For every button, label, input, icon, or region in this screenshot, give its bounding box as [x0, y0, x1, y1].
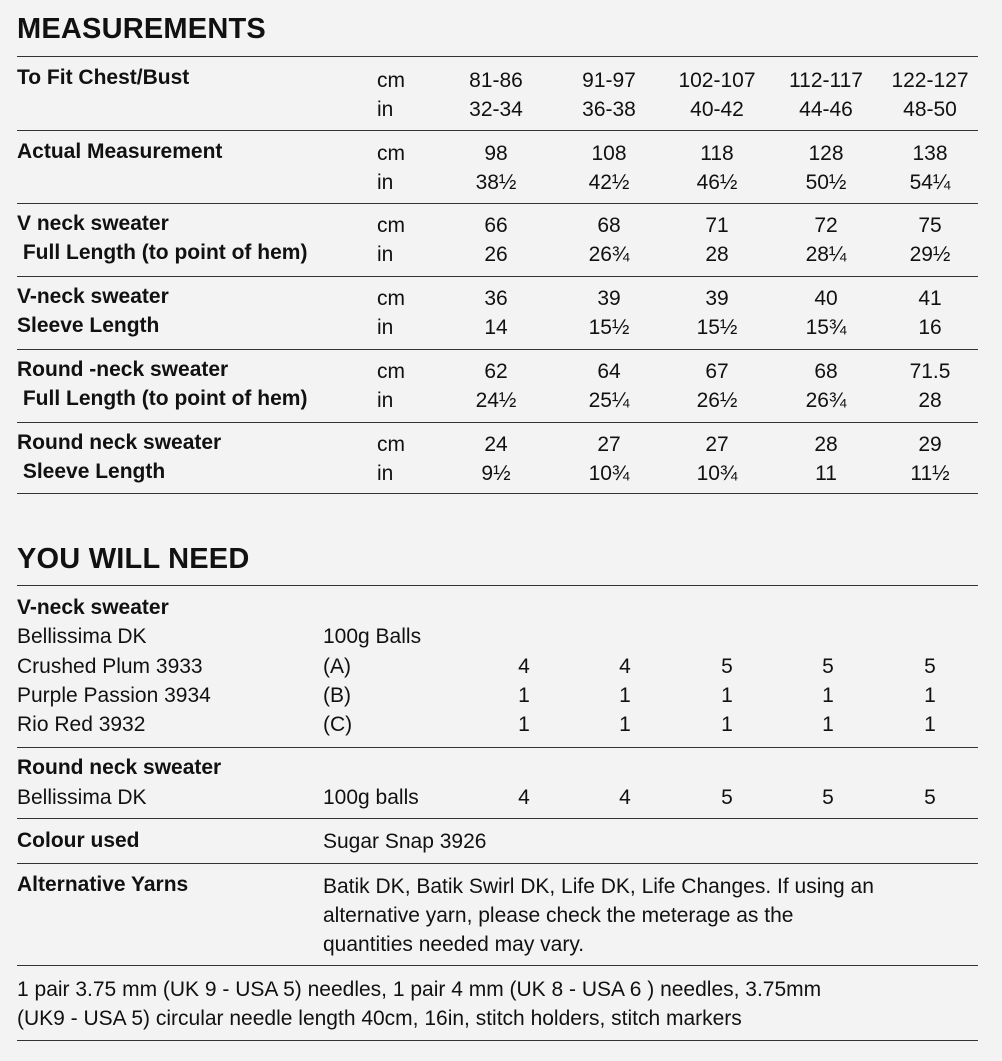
colour-used-value: Sugar Snap 3926	[323, 830, 487, 853]
unit-cm: cm	[377, 360, 405, 383]
row-label: Round -neck sweater	[17, 358, 229, 381]
unit-in: in	[377, 243, 394, 266]
value-cell: 26¾	[805, 389, 847, 412]
alternative-yarns-label: Alternative Yarns	[17, 873, 189, 896]
alternative-yarns-line: alternative yarn, please check the meterage as the	[323, 904, 794, 927]
qty-cell: 4	[518, 786, 530, 809]
value-cell: 44-46	[799, 98, 853, 121]
colour-code: (B)	[323, 684, 351, 707]
value-cell: 64	[597, 360, 621, 383]
value-cell: 36	[484, 287, 508, 310]
divider	[17, 203, 978, 204]
qty-cell: 1	[822, 713, 834, 736]
value-cell: 24	[484, 433, 508, 456]
value-cell: 9½	[481, 462, 511, 485]
value-cell: 68	[814, 360, 838, 383]
yarn-name: Bellissima DK	[17, 625, 147, 648]
qty-cell: 4	[619, 786, 631, 809]
qty-cell: 5	[822, 786, 834, 809]
yarn-unit: 100g Balls	[323, 625, 422, 648]
yarn-unit: 100g balls	[323, 786, 419, 809]
qty-cell: 1	[721, 713, 733, 736]
alternative-yarns-line: Batik DK, Batik Swirl DK, Life DK, Life Changes. If using an	[323, 875, 874, 898]
value-cell: 27	[705, 433, 729, 456]
needles-line: (UK9 - USA 5) circular needle length 40cm, 16in, stitch holders, stitch markers	[17, 1007, 742, 1030]
row-label: Actual Measurement	[17, 140, 223, 163]
value-cell: 122-127	[891, 69, 969, 92]
value-cell: 15½	[588, 316, 630, 339]
unit-in: in	[377, 462, 394, 485]
value-cell: 32-34	[469, 98, 523, 121]
value-cell: 26½	[696, 389, 738, 412]
qty-cell: 5	[924, 786, 936, 809]
row-label: Full Length (to point of hem)	[17, 387, 308, 410]
value-cell: 11	[815, 462, 837, 485]
unit-in: in	[377, 98, 394, 121]
value-cell: 14	[484, 316, 508, 339]
qty-cell: 5	[822, 655, 834, 678]
divider	[17, 349, 978, 350]
row-label: Sleeve Length	[17, 314, 160, 337]
qty-cell: 1	[619, 684, 631, 707]
value-cell: 26¾	[588, 243, 630, 266]
section-heading: Round neck sweater	[17, 756, 222, 779]
value-cell: 81-86	[469, 69, 523, 92]
colour-code: (C)	[323, 713, 353, 736]
divider	[17, 130, 978, 131]
value-cell: 40	[814, 287, 838, 310]
value-cell: 46½	[696, 171, 738, 194]
divider	[17, 493, 978, 494]
colour-code: (A)	[323, 655, 351, 678]
qty-cell: 1	[619, 713, 631, 736]
row-label: V-neck sweater	[17, 285, 169, 308]
value-cell: 27	[597, 433, 621, 456]
qty-cell: 1	[924, 684, 936, 707]
divider	[17, 276, 978, 277]
unit-cm: cm	[377, 142, 405, 165]
you-will-need-heading: YOU WILL NEED	[17, 543, 250, 575]
value-cell: 91-97	[582, 69, 636, 92]
alternative-yarns-line: quantities needed may vary.	[323, 933, 585, 956]
divider	[17, 747, 978, 748]
value-cell: 66	[484, 214, 508, 237]
value-cell: 28	[918, 389, 942, 412]
divider	[17, 56, 978, 57]
value-cell: 10¾	[588, 462, 630, 485]
value-cell: 15½	[696, 316, 738, 339]
value-cell: 29½	[909, 243, 951, 266]
measurements-heading: MEASUREMENTS	[17, 13, 266, 45]
value-cell: 41	[918, 287, 942, 310]
colour-used-label: Colour used	[17, 829, 140, 852]
divider	[17, 863, 978, 864]
value-cell: 102-107	[678, 69, 756, 92]
value-cell: 68	[597, 214, 621, 237]
value-cell: 26	[484, 243, 508, 266]
unit-cm: cm	[377, 287, 405, 310]
qty-cell: 1	[518, 713, 530, 736]
value-cell: 75	[918, 214, 942, 237]
value-cell: 11½	[910, 462, 950, 485]
row-label: Full Length (to point of hem)	[17, 241, 308, 264]
qty-cell: 1	[518, 684, 530, 707]
qty-cell: 1	[822, 684, 834, 707]
divider	[17, 965, 978, 966]
colour-name: Rio Red 3932	[17, 713, 146, 736]
value-cell: 28	[705, 243, 729, 266]
unit-cm: cm	[377, 69, 405, 92]
value-cell: 50½	[805, 171, 847, 194]
divider	[17, 422, 978, 423]
divider	[17, 1040, 978, 1041]
value-cell: 72	[814, 214, 838, 237]
row-label: Sleeve Length	[17, 460, 166, 483]
colour-name: Purple Passion 3934	[17, 684, 211, 707]
value-cell: 98	[484, 142, 508, 165]
unit-in: in	[377, 316, 394, 339]
unit-in: in	[377, 389, 394, 412]
divider	[17, 818, 978, 819]
value-cell: 39	[705, 287, 729, 310]
value-cell: 15¾	[805, 316, 847, 339]
qty-cell: 5	[721, 786, 733, 809]
qty-cell: 1	[924, 713, 936, 736]
value-cell: 118	[700, 142, 734, 165]
value-cell: 62	[484, 360, 508, 383]
value-cell: 112-117	[789, 69, 863, 92]
row-label: Round neck sweater	[17, 431, 222, 454]
qty-cell: 5	[924, 655, 936, 678]
value-cell: 67	[705, 360, 729, 383]
value-cell: 54¼	[909, 171, 951, 194]
value-cell: 39	[597, 287, 621, 310]
value-cell: 29	[918, 433, 942, 456]
value-cell: 36-38	[582, 98, 636, 121]
row-label: To Fit Chest/Bust	[17, 66, 190, 89]
divider	[17, 585, 978, 586]
colour-name: Crushed Plum 3933	[17, 655, 203, 678]
section-heading: V-neck sweater	[17, 596, 169, 619]
value-cell: 24½	[475, 389, 517, 412]
yarn-name: Bellissima DK	[17, 786, 147, 809]
qty-cell: 4	[518, 655, 530, 678]
needles-line: 1 pair 3.75 mm (UK 9 - USA 5) needles, 1 pair 4 mm (UK 8 - USA 6 ) needles, 3.75mm	[17, 978, 822, 1001]
value-cell: 16	[918, 316, 942, 339]
qty-cell: 1	[721, 684, 733, 707]
value-cell: 138	[912, 142, 948, 165]
value-cell: 28¼	[805, 243, 847, 266]
value-cell: 40-42	[690, 98, 744, 121]
value-cell: 108	[591, 142, 627, 165]
value-cell: 128	[808, 142, 844, 165]
value-cell: 42½	[588, 171, 630, 194]
unit-in: in	[377, 171, 394, 194]
row-label: V neck sweater	[17, 212, 169, 235]
value-cell: 48-50	[903, 98, 957, 121]
unit-cm: cm	[377, 214, 405, 237]
value-cell: 25¼	[588, 389, 630, 412]
value-cell: 38½	[475, 171, 517, 194]
qty-cell: 5	[721, 655, 733, 678]
unit-cm: cm	[377, 433, 405, 456]
value-cell: 28	[814, 433, 838, 456]
qty-cell: 4	[619, 655, 631, 678]
value-cell: 10¾	[696, 462, 738, 485]
value-cell: 71	[705, 214, 729, 237]
value-cell: 71.5	[909, 360, 951, 383]
